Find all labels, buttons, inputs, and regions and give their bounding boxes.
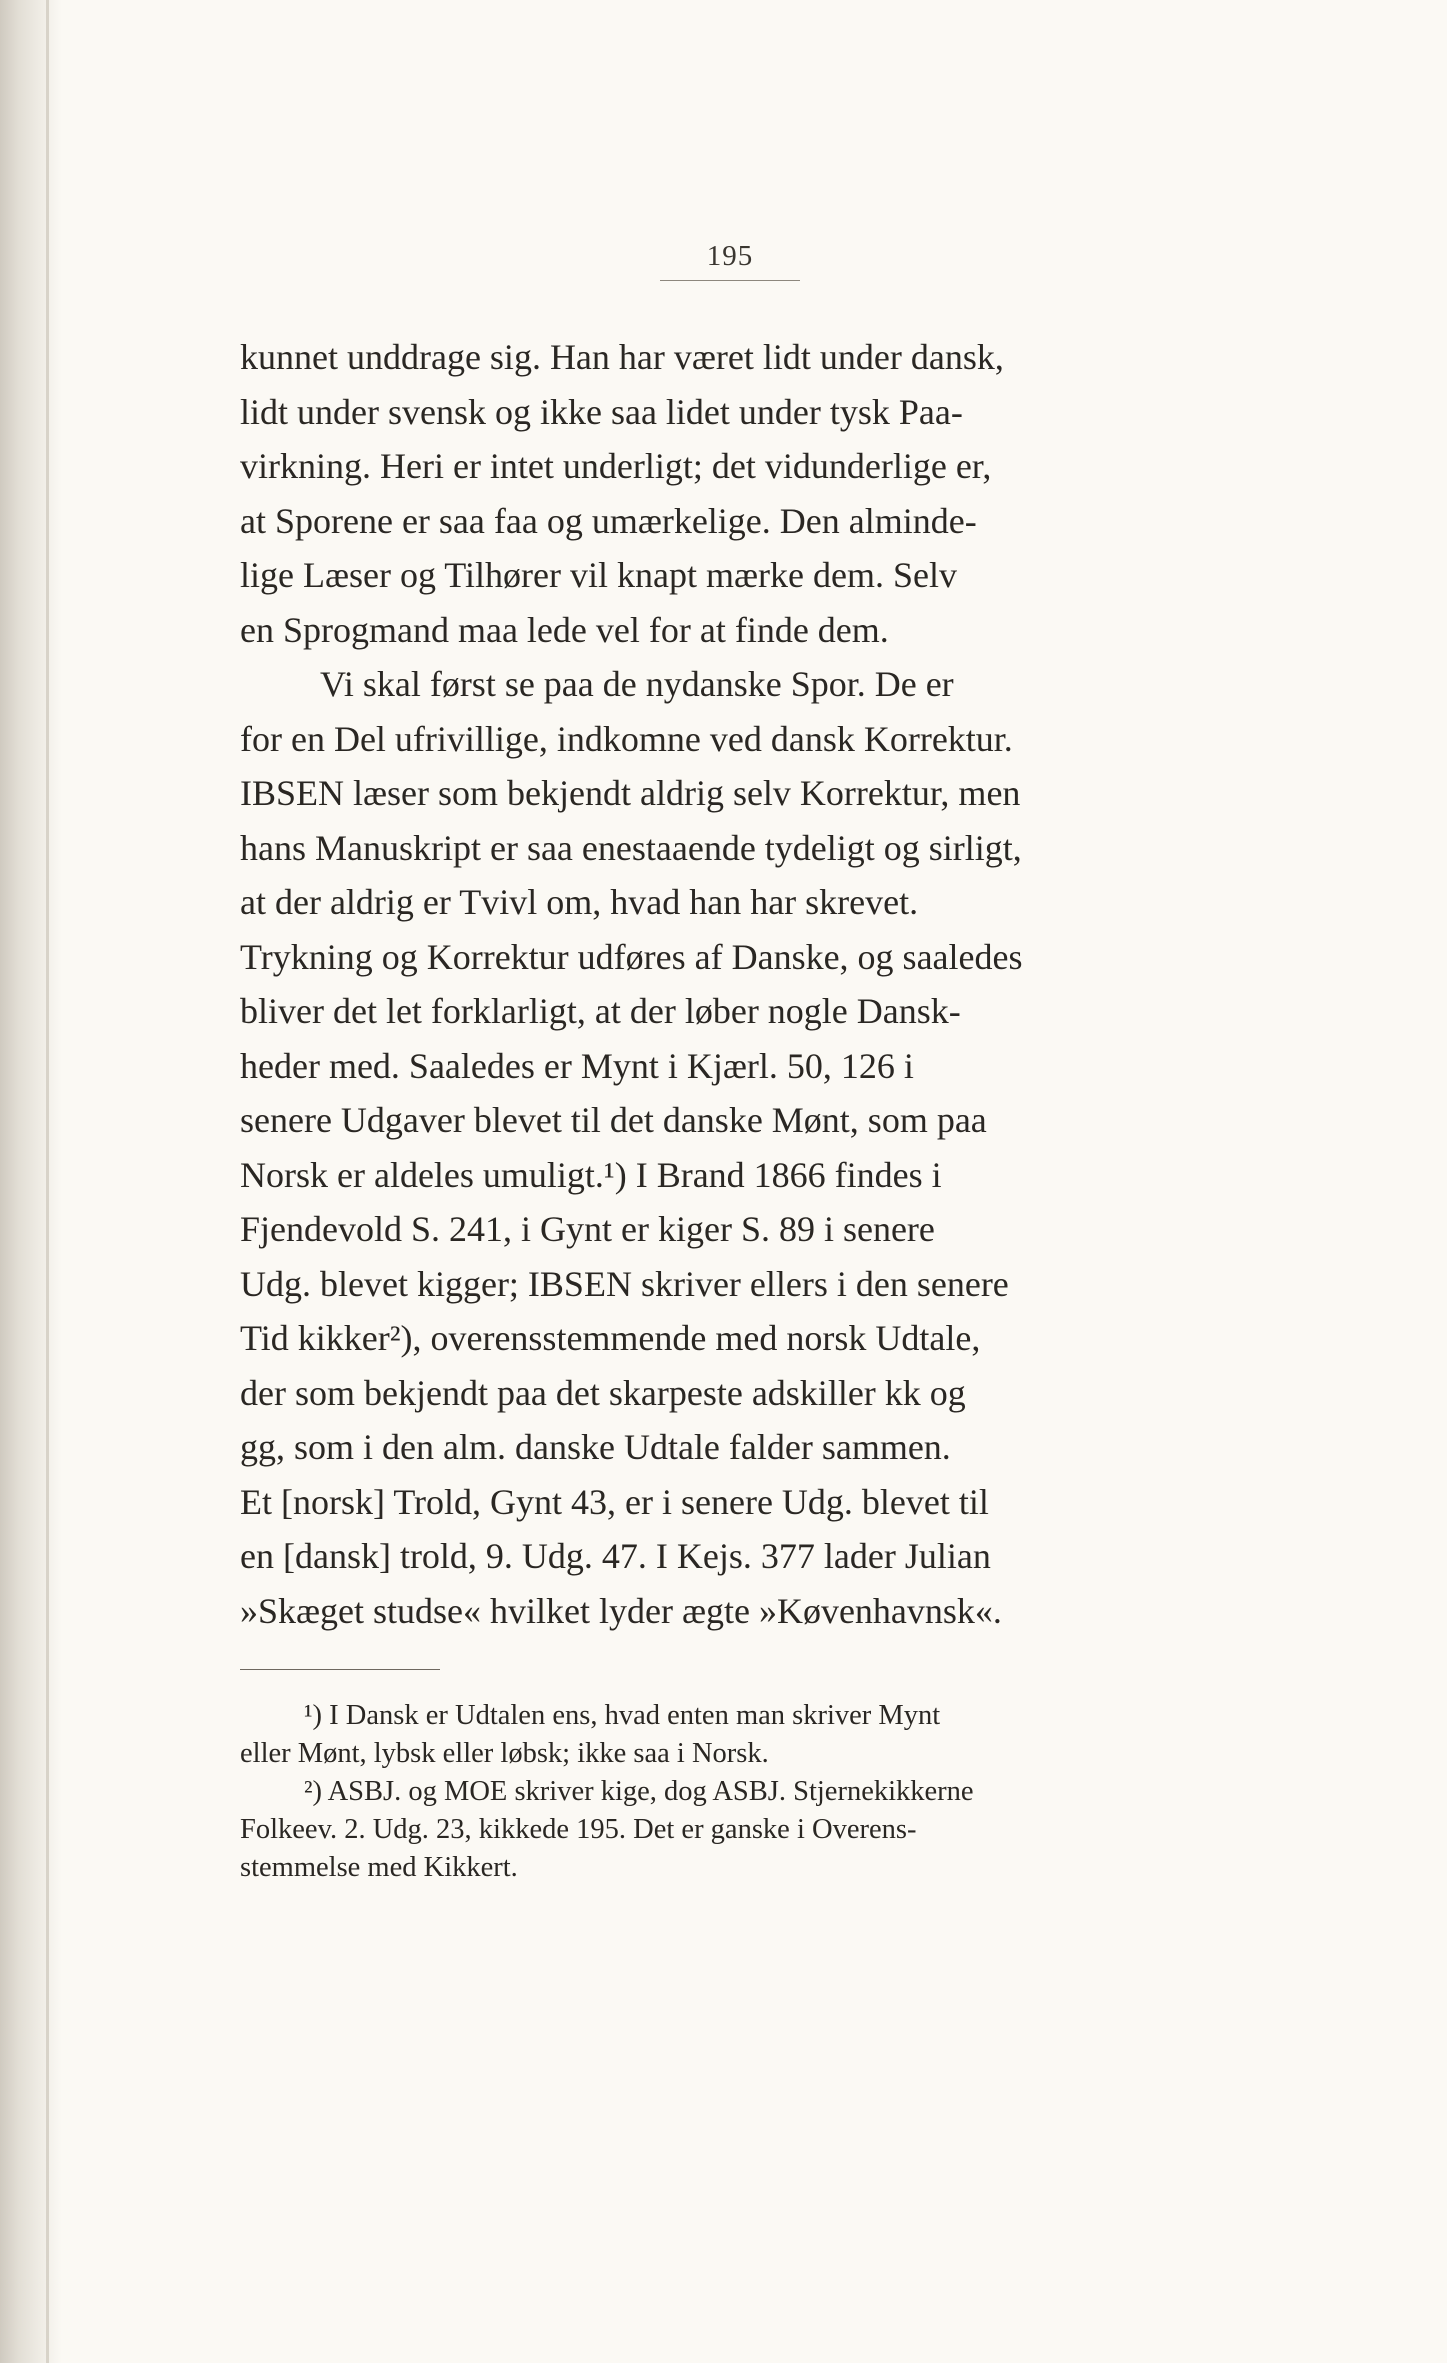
- scan-binding-line: [46, 0, 49, 2363]
- text-line: at der aldrig er Tvivl om, hvad han har skrevet.: [240, 882, 919, 922]
- text-line: at Sporene er saa faa og umærkelige. Den alminde-: [240, 500, 977, 541]
- text-line: hans Manuskript er saa enestaaende tydeligt og sirligt,: [240, 827, 1022, 868]
- body-text: [240, 330, 1222, 1638]
- footnote-line: Folkeev. 2. Udg. 23, kikkede 195. Det er ganske i Overens-: [240, 1814, 917, 1845]
- text-line: lige Læser og Tilhører vil knapt mærke dem. Selv: [240, 555, 957, 595]
- footnote-line: ²) ASBJ. og MOE skriver kige, dog ASBJ. Stjernekikkerne: [304, 1776, 974, 1807]
- text-line: IBSEN læser som bekjendt aldrig selv Korrektur, men: [240, 773, 1021, 813]
- page-number-rule: [660, 280, 800, 281]
- footnote-line: stemmelse med Kikkert.: [240, 1852, 518, 1883]
- page-number: 195: [706, 240, 754, 272]
- text-line: Norsk er aldeles umuligt.¹) I Brand 1866 findes i: [240, 1154, 942, 1195]
- text-line: gg, som i den alm. danske Udtale falder sammen.: [240, 1427, 951, 1467]
- scan-binding-edge: [0, 0, 62, 2363]
- text-line: kunnet unddrage sig. Han har været lidt under dansk,: [240, 337, 1004, 377]
- text-line: »Skæget studse« hvilket lyder ægte »Køvenhavnsk«.: [240, 1590, 1002, 1631]
- text-line: Tid kikker²), overensstemmende med norsk Udtale,: [240, 1318, 981, 1358]
- text-line: Trykning og Korrektur udføres af Danske, og saaledes: [240, 936, 1023, 977]
- text-line: heder med. Saaledes er Mynt i Kjærl. 50, 126 i: [240, 1045, 914, 1086]
- text-line: lidt under svensk og ikke saa lidet under tysk Paa-: [240, 391, 963, 432]
- footnote-line: eller Mønt, lybsk eller løbsk; ikke saa i Norsk.: [240, 1738, 769, 1769]
- text-line: en [dansk] trold, 9. Udg. 47. I Kejs. 377 lader Julian: [240, 1536, 991, 1576]
- text-line: bliver det let forklarligt, at der løber nogle Dansk-: [240, 991, 961, 1031]
- footnotes: [240, 1697, 1222, 1887]
- text-line: senere Udgaver blevet til det danske Mønt, som paa: [240, 1100, 987, 1140]
- text-line: der som bekjendt paa det skarpeste adskiller kk og: [240, 1372, 966, 1413]
- text-line: Vi skal først se paa de nydanske Spor. De er: [320, 664, 954, 704]
- text-line: Et [norsk] Trold, Gynt 43, er i senere Udg. blevet til: [240, 1481, 989, 1522]
- text-line: Udg. blevet kigger; IBSEN skriver ellers i den senere: [240, 1263, 1009, 1304]
- text-line: en Sprogmand maa lede vel for at finde dem.: [240, 609, 889, 650]
- footnote-separator: [240, 1669, 440, 1670]
- text-line: virkning. Heri er intet underligt; det vidunderlige er,: [240, 446, 992, 486]
- text-line: Fjendevold S. 241, i Gynt er kiger S. 89 i senere: [240, 1209, 935, 1249]
- footnote-line: ¹) I Dansk er Udtalen ens, hvad enten man skriver Mynt: [304, 1700, 941, 1731]
- text-line: for en Del ufrivillige, indkomne ved dansk Korrektur.: [240, 718, 1013, 759]
